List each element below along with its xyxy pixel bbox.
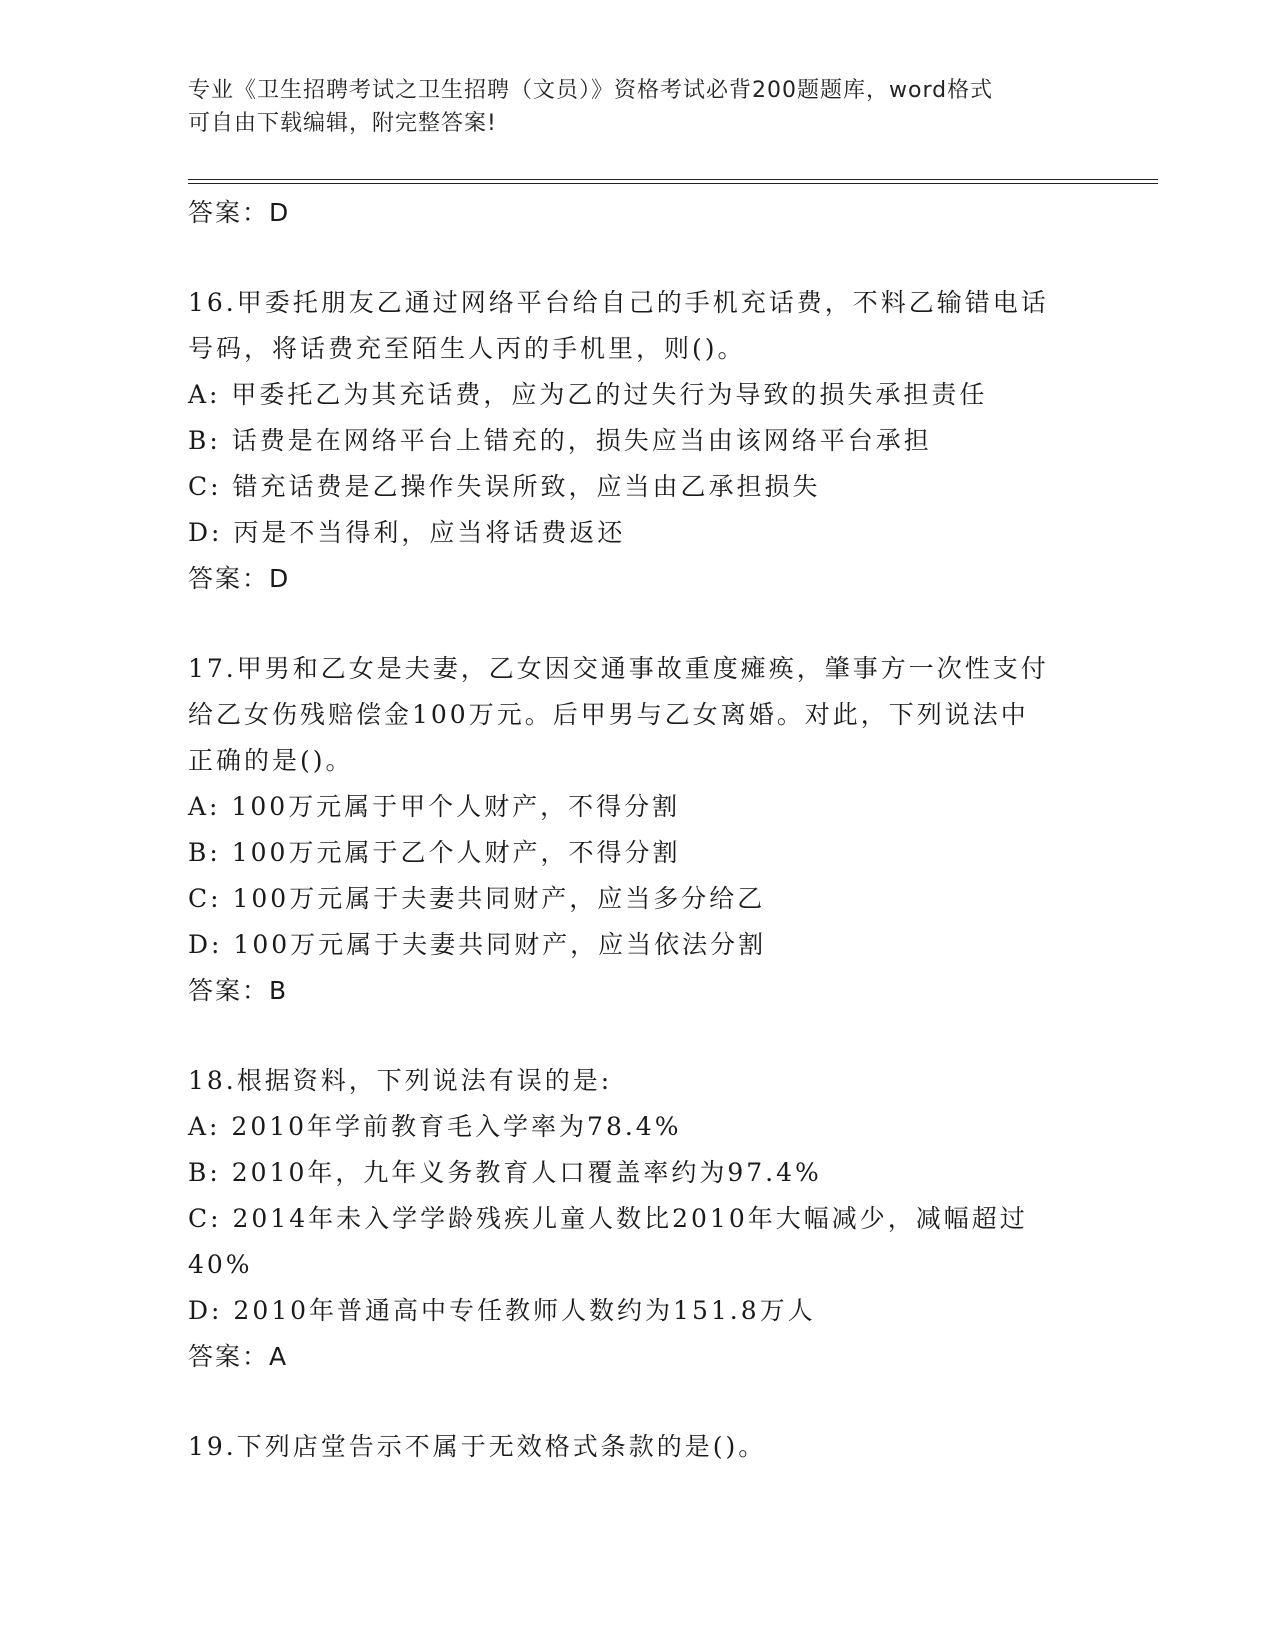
option-c: C: 错充话费是乙操作失误所致，应当由乙承担损失 bbox=[188, 472, 821, 501]
page-header bbox=[188, 74, 1088, 140]
option-b: B: 2010年，九年义务教育人口覆盖率约为97.4% bbox=[188, 1158, 822, 1187]
option-c-continued: 40% bbox=[188, 1250, 253, 1279]
question-stem: 号码，将话费充至陌生人丙的手机里，则()。 bbox=[188, 334, 746, 363]
question-stem: 给乙女伤残赔偿金100万元。后甲男与乙女离婚。对此，下列说法中 bbox=[188, 700, 1029, 729]
question-stem: 17.甲男和乙女是夫妻，乙女因交通事故重度瘫痪，肇事方一次性支付 bbox=[188, 654, 1049, 683]
option-c: C: 100万元属于夫妻共同财产，应当多分给乙 bbox=[188, 884, 766, 913]
answer-15: 答案：D bbox=[188, 198, 291, 227]
question-18 bbox=[188, 1058, 1088, 1380]
spacer bbox=[188, 1014, 1088, 1058]
question-stem: 19.下列店堂告示不属于无效格式条款的是()。 bbox=[188, 1432, 767, 1461]
answer-17: 答案：B bbox=[188, 976, 289, 1005]
spacer bbox=[188, 1380, 1088, 1424]
question-16 bbox=[188, 280, 1088, 602]
option-a: A: 甲委托乙为其充话费，应为乙的过失行为导致的损失承担责任 bbox=[188, 380, 988, 409]
header-rule-top bbox=[188, 179, 1158, 180]
answer-16: 答案：D bbox=[188, 564, 291, 593]
option-a: A: 2010年学前教育毛入学率为78.4% bbox=[188, 1112, 682, 1141]
spacer bbox=[188, 602, 1088, 646]
option-d: D: 2010年普通高中专任教师人数约为151.8万人 bbox=[188, 1296, 816, 1325]
option-b: B: 话费是在网络平台上错充的，损失应当由该网络平台承担 bbox=[188, 426, 932, 455]
question-stem: 18.根据资料，下列说法有误的是: bbox=[188, 1066, 613, 1095]
question-stem: 16.甲委托朋友乙通过网络平台给自己的手机充话费，不料乙输错电话 bbox=[188, 288, 1049, 317]
header-line-1: 专业《卫生招聘考试之卫生招聘（文员）》资格考试必背200题题库，word格式 bbox=[188, 78, 994, 103]
spacer bbox=[188, 236, 1088, 280]
question-19 bbox=[188, 1424, 1088, 1470]
option-c: C: 2014年未入学学龄残疾儿童人数比2010年大幅减少，减幅超过 bbox=[188, 1204, 1028, 1233]
option-d: D: 丙是不当得利，应当将话费返还 bbox=[188, 518, 626, 547]
header-rule-bottom bbox=[188, 183, 1158, 184]
document-body bbox=[188, 190, 1088, 1470]
option-b: B: 100万元属于乙个人财产，不得分割 bbox=[188, 838, 681, 867]
question-stem: 正确的是()。 bbox=[188, 746, 354, 775]
answer-18: 答案：A bbox=[188, 1342, 289, 1371]
question-17 bbox=[188, 646, 1088, 1014]
option-d: D: 100万元属于夫妻共同财产，应当依法分割 bbox=[188, 930, 767, 959]
option-a: A: 100万元属于甲个人财产，不得分割 bbox=[188, 792, 681, 821]
header-line-2: 可自由下载编辑，附完整答案! bbox=[188, 111, 497, 136]
